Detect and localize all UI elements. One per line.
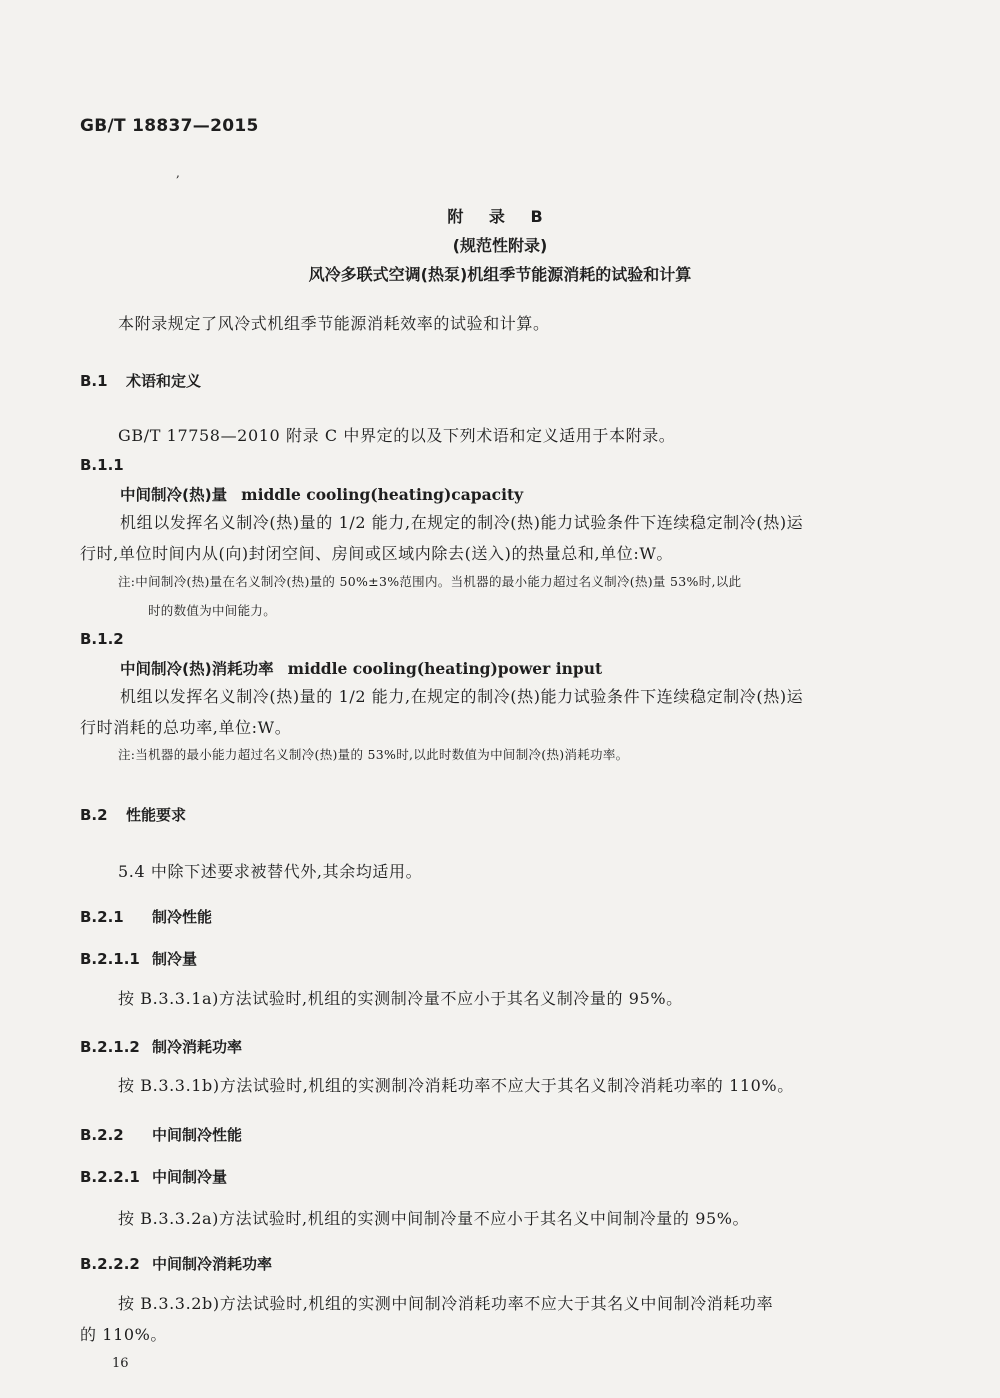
section-b1-intro: GB/T 17758—2010 附录 C 中界定的以及下列术语和定义适用于本附录。 [118,426,676,445]
clause-b11-note-line2: 时的数值为中间能力。 [148,603,277,618]
appendix-intro: 本附录规定了风冷式机组季节能源消耗效率的试验和计算。 [118,314,550,333]
clause-b12-def-line2: 行时消耗的总功率,单位:W。 [80,718,292,737]
section-b1-heading [80,370,201,391]
section-title: 中间制冷消耗功率 [152,1255,273,1273]
section-number: B.2.1.2 [80,1038,140,1056]
section-number: B.2.2.1 [80,1168,140,1186]
clause-b22-heading [80,1124,242,1145]
clause-b221-text: 按 B.3.3.2a)方法试验时,机组的实测中间制冷量不应小于其名义中间制冷量的 95%。 [118,1209,750,1228]
standard-code: GB/T 18837—2015 [80,116,259,136]
section-title: 制冷量 [152,950,198,968]
clause-b12-term [120,657,602,679]
appendix-heading: 风冷多联式空调(热泵)机组季节能源消耗的试验和计算 [308,265,692,284]
term-cn: 中间制冷(热)消耗功率 [120,660,274,678]
section-number: B.2.1 [80,908,124,926]
clause-b12-def-line1: 机组以发挥名义制冷(热)量的 1/2 能力,在规定的制冷(热)能力试验条件下连续稳定制冷(热)运 [120,687,804,706]
section-title: 中间制冷性能 [152,1126,243,1144]
clause-b211-heading [80,948,197,969]
section-number: B.1 [80,372,108,390]
clause-b11-def-line2: 行时,单位时间内从(向)封闭空间、房间或区域内除去(送入)的热量总和,单位:W。 [80,544,673,563]
clause-b222-text-line2: 的 110%。 [80,1325,168,1344]
term-cn: 中间制冷(热)量 [120,486,228,504]
section-title: 制冷消耗功率 [152,1038,243,1056]
clause-b212-heading [80,1036,242,1057]
clause-b11-term [120,483,523,505]
clause-b222-heading [80,1253,272,1274]
clause-b222-text-line1: 按 B.3.3.2b)方法试验时,机组的实测中间制冷消耗功率不应大于其名义中间制冷消耗功率 [118,1294,774,1313]
section-number: B.2.1.1 [80,950,140,968]
section-title: 制冷性能 [152,908,213,926]
clause-b12-number: B.1.2 [80,630,124,648]
section-title: 术语和定义 [126,372,202,390]
clause-b11-number: B.1.1 [80,456,124,474]
clause-b221-heading [80,1166,227,1187]
page-number: 16 [112,1356,129,1371]
section-number: B.2.2.2 [80,1255,140,1273]
clause-b211-text: 按 B.3.3.1a)方法试验时,机组的实测制冷量不应小于其名义制冷量的 95%。 [118,989,683,1008]
clause-b11-def-line1: 机组以发挥名义制冷(热)量的 1/2 能力,在规定的制冷(热)能力试验条件下连续稳定制冷(热)运 [120,513,804,532]
clause-b21-heading [80,906,212,927]
clause-b12-note: 注:当机器的最小能力超过名义制冷(热)量的 53%时,以此时数值为中间制冷(热)消耗功率。 [118,747,629,762]
term-en: middle cooling(heating)capacity [241,485,524,504]
stray-mark: , [176,166,180,180]
term-en: middle cooling(heating)power input [287,659,603,678]
section-title: 中间制冷量 [152,1168,228,1186]
section-b2-intro: 5.4 中除下述要求被替代外,其余均适用。 [118,862,423,881]
section-b2-heading [80,804,186,825]
clause-b11-note-line1: 注:中间制冷(热)量在名义制冷(热)量的 50%±3%范围内。当机器的最小能力超过名义制冷(热)量 53%时,以此 [118,574,742,589]
clause-b212-text: 按 B.3.3.1b)方法试验时,机组的实测制冷消耗功率不应大于其名义制冷消耗功率的 110%。 [118,1076,794,1095]
section-number: B.2 [80,806,108,824]
appendix-title: 附 录 B [447,207,553,226]
appendix-subtitle: (规范性附录) [452,236,548,255]
section-title: 性能要求 [126,806,187,824]
section-number: B.2.2 [80,1126,124,1144]
